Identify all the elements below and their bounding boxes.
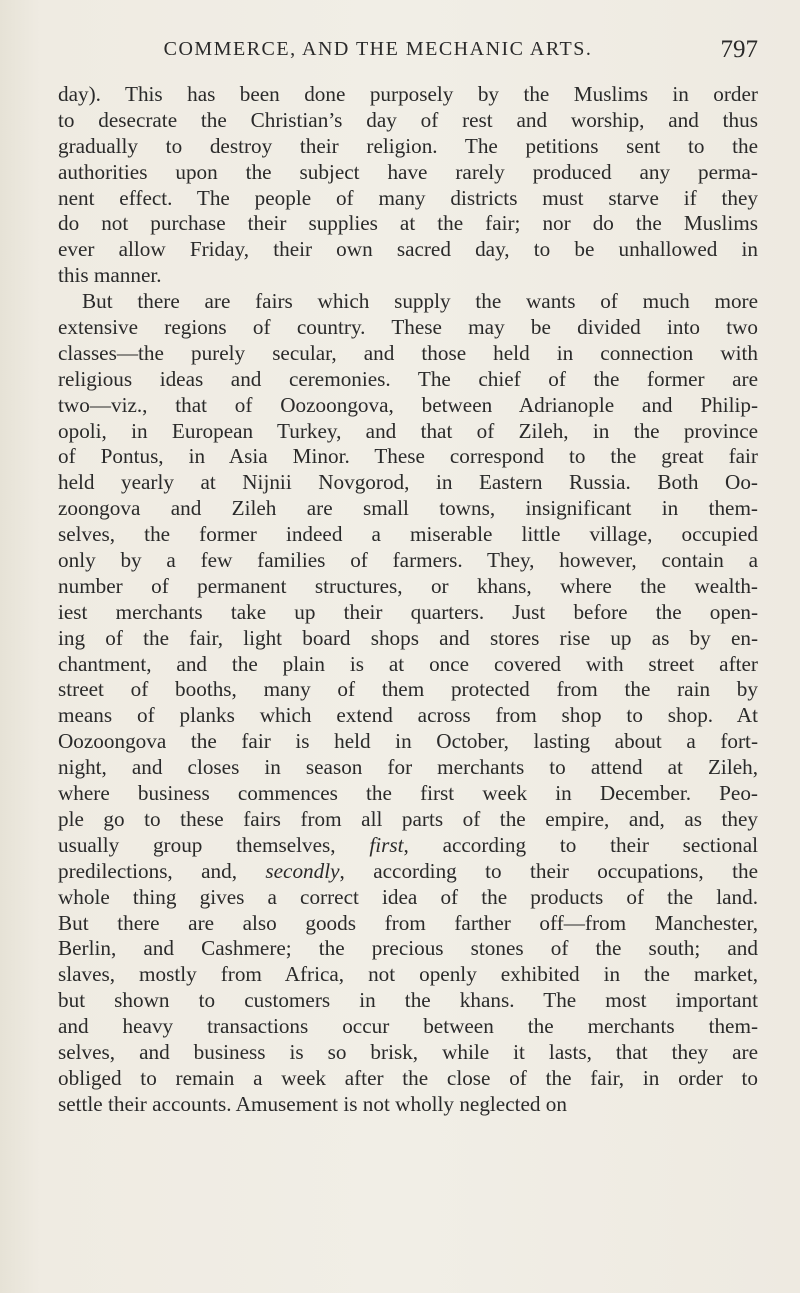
text-line: day). This has been done purposely by the Muslims in order: [58, 82, 758, 106]
text-line: selves, and business is so brisk, while it lasts, that they are: [58, 1039, 758, 1064]
text-line: But there are also goods from farther off—from Manchester,: [58, 910, 758, 935]
text-line: extensive regions of country. These may be divided into two: [58, 315, 758, 340]
text-line: ing of the fair, light board shops and stores rise up as by en-: [58, 625, 758, 650]
text-line: obliged to remain a week after the close of the fair, in order to: [58, 1065, 758, 1090]
text-line: two—viz., that of Oozoongova, between Adrianople and Philip-: [58, 392, 758, 417]
text-line: chantment, and the plain is at once covered with street after: [58, 651, 758, 676]
text-line: iest merchants take up their quarters. Just before the open-: [58, 599, 758, 624]
text-line: predilections, and, secondly, according to their occupations, the: [58, 858, 759, 883]
text-line: settle their accounts. Amusement is not wholly neglected on: [58, 1091, 567, 1116]
body-text: [58, 82, 758, 1118]
text-line: ever allow Friday, their own sacred day, to be unhallowed in: [58, 237, 758, 262]
running-title: COMMERCE, AND THE MECHANIC ARTS.: [163, 38, 593, 60]
text-line: classes—the purely secular, and those held in connection with: [58, 340, 758, 365]
text-line: ple go to these fairs from all parts of the empire, and, as they: [58, 806, 758, 831]
text-line: held yearly at Nijnii Novgorod, in Eastern Russia. Both Oo-: [58, 470, 758, 495]
text-line: authorities upon the subject have rarely produced any perma-: [58, 159, 758, 184]
text-line: usually group themselves, first, according to their sectional: [58, 832, 758, 857]
text-line: only by a few families of farmers. They, however, contain a: [58, 548, 758, 573]
text-line: number of permanent structures, or khans, where the wealth-: [58, 573, 758, 598]
text-line: this manner.: [58, 263, 162, 288]
text-line: of Pontus, in Asia Minor. These correspond to the great fair: [58, 444, 758, 469]
text-line: nent effect. The people of many districts must starve if they: [58, 185, 758, 210]
text-line: Oozoongova the fair is held in October, lasting about a fort-: [58, 729, 758, 754]
page-number: 797: [720, 36, 758, 63]
text-line: do not purchase their supplies at the fair; nor do the Muslims: [58, 211, 758, 236]
text-line: means of planks which extend across from shop to shop. At: [58, 703, 758, 728]
text-line: whole thing gives a correct idea of the products of the land.: [58, 884, 758, 909]
text-line: But there are fairs which supply the wants of much more: [82, 289, 758, 314]
text-line: religious ideas and ceremonies. The chief of the former are: [58, 366, 758, 391]
text-line: where business commences the first week in December. Peo-: [58, 781, 758, 806]
text-line: but shown to customers in the khans. The most important: [58, 988, 758, 1013]
text-line: to desecrate the Christian’s day of rest and worship, and thus: [58, 107, 758, 132]
text-line: opoli, in European Turkey, and that of Zileh, in the province: [58, 418, 758, 443]
text-line: Berlin, and Cashmere; the precious stones of the south; and: [58, 936, 758, 961]
running-head: [58, 28, 758, 68]
text-line: night, and closes in season for merchants to attend at Zileh,: [58, 755, 758, 780]
text-line: and heavy transactions occur between the merchants them-: [58, 1014, 758, 1039]
text-line: gradually to destroy their religion. The petitions sent to the: [58, 133, 758, 158]
text-line: selves, the former indeed a miserable little village, occupied: [58, 522, 758, 547]
text-line: slaves, mostly from Africa, not openly exhibited in the market,: [58, 962, 758, 987]
text-line: street of booths, many of them protected from the rain by: [58, 677, 758, 702]
text-line: zoongova and Zileh are small towns, insignificant in them-: [58, 496, 758, 521]
